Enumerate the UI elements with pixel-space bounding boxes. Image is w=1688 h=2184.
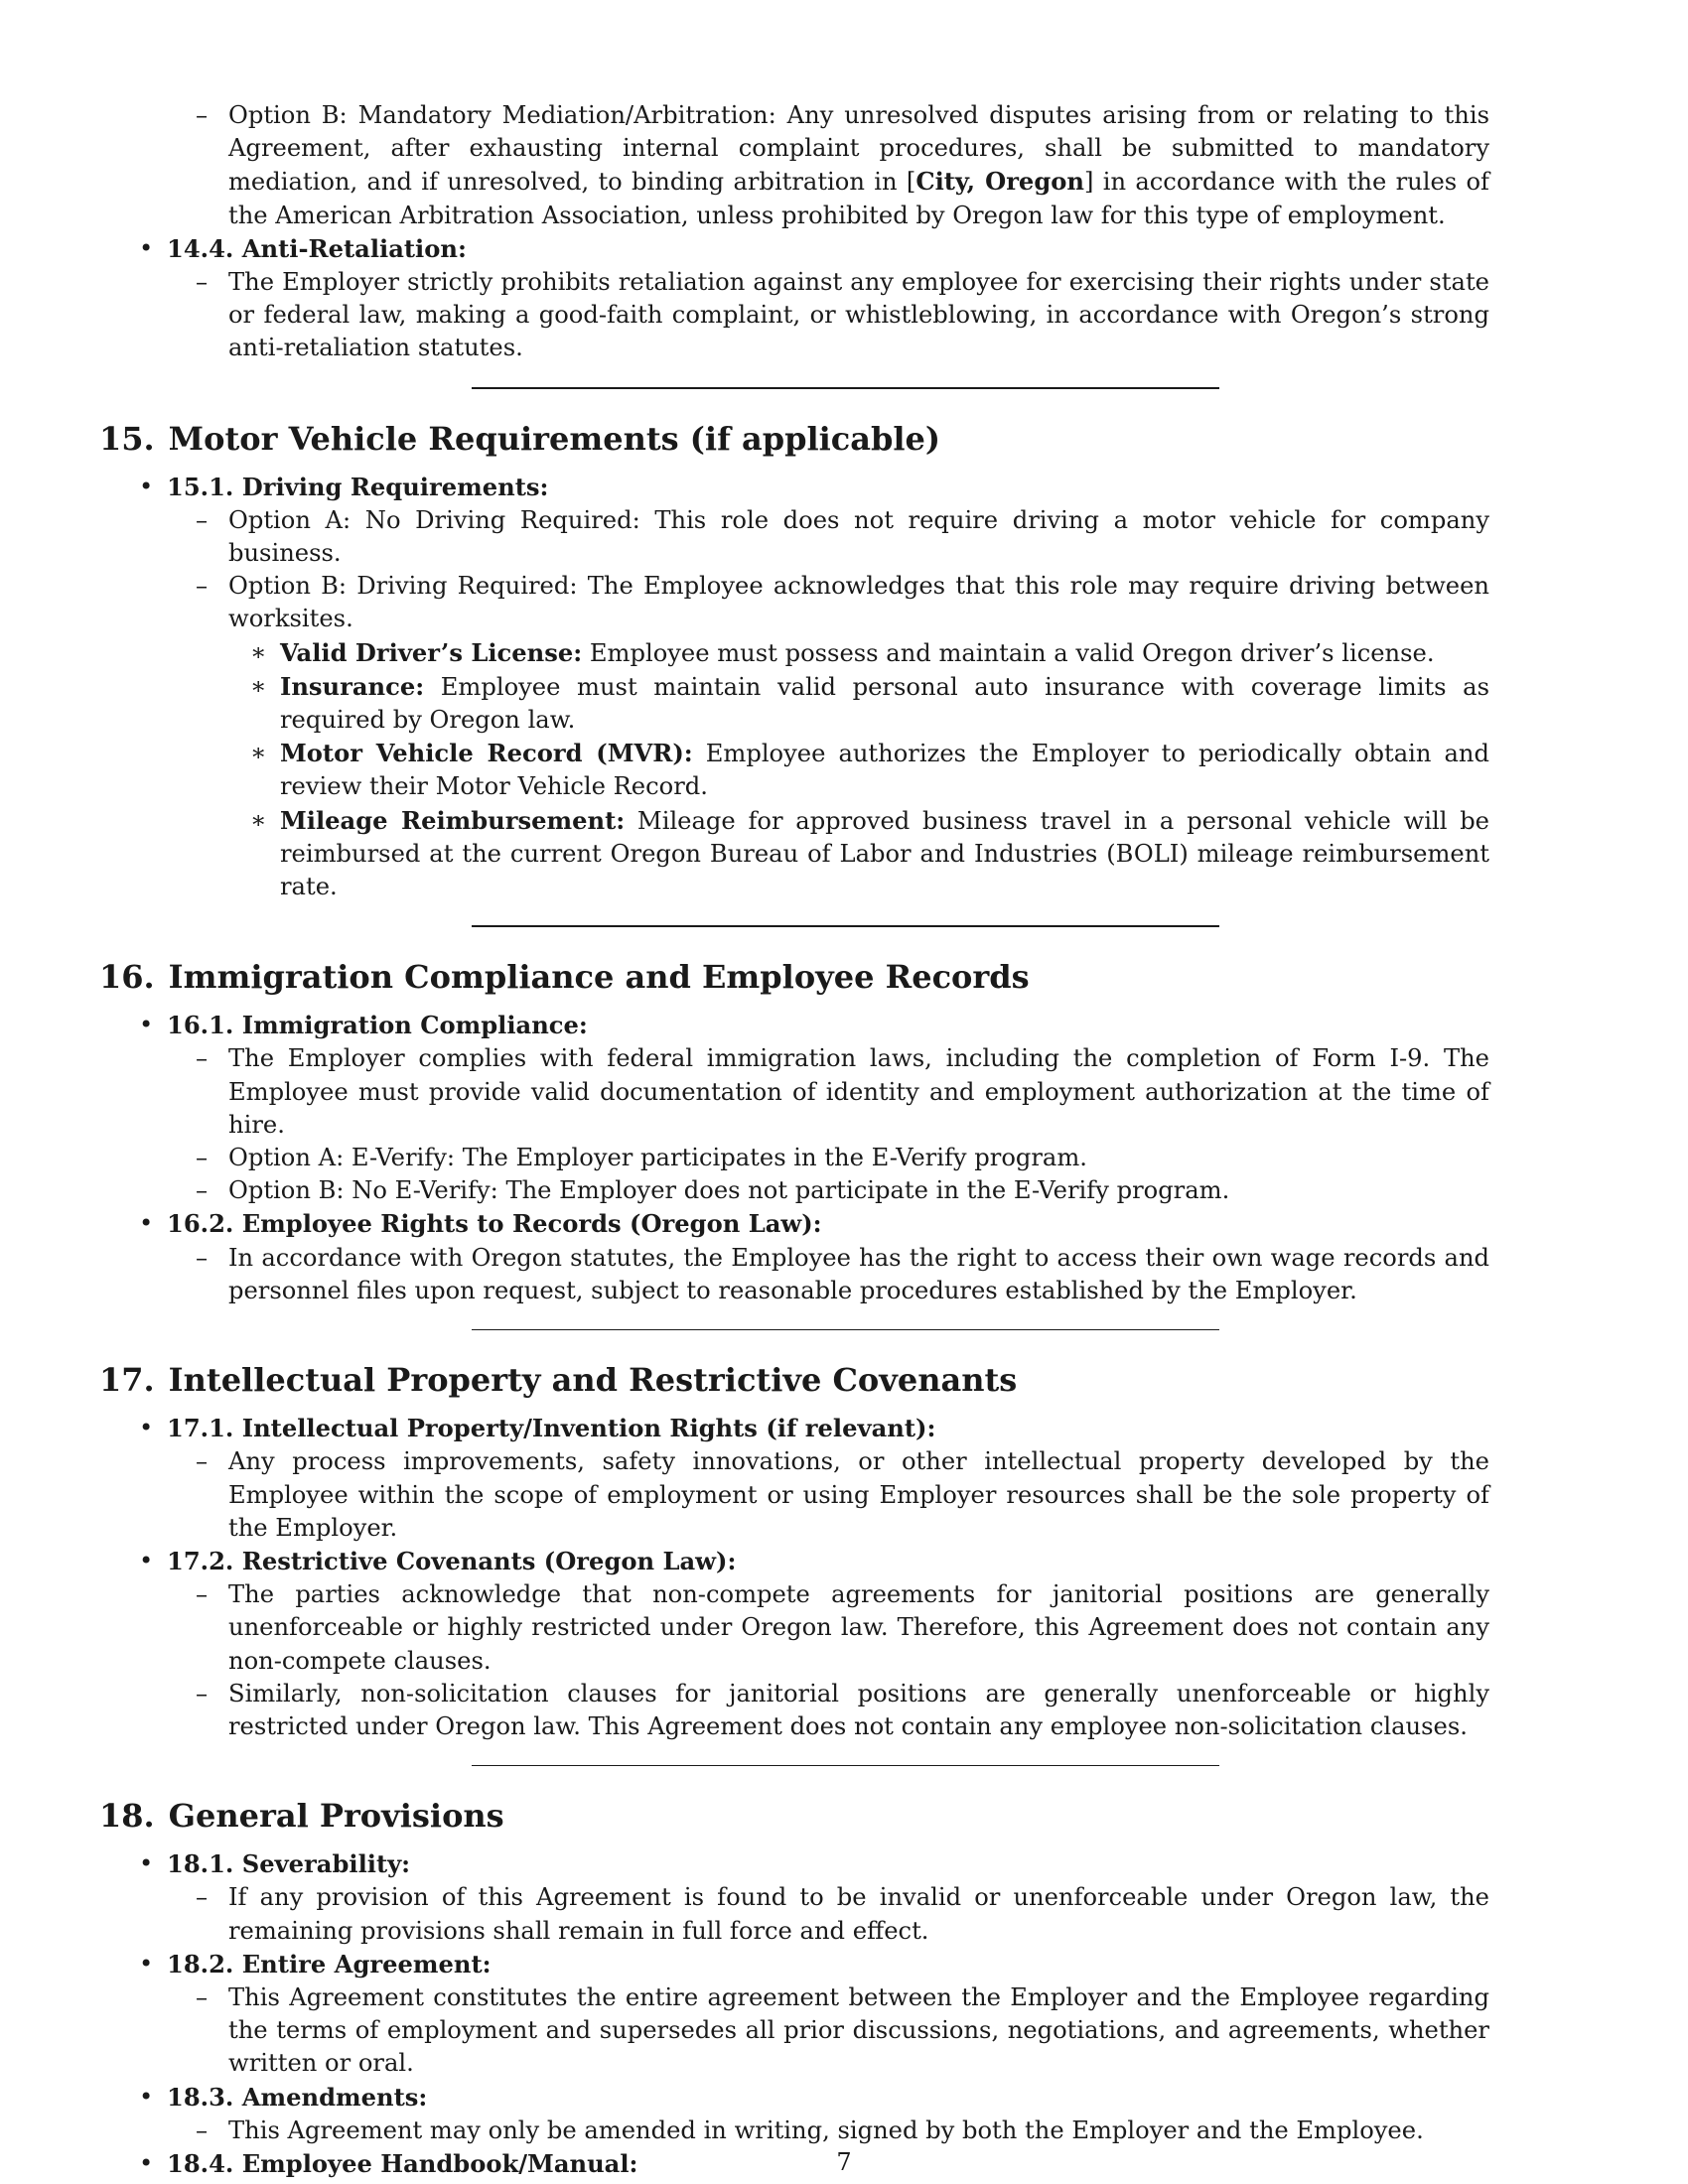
s17-item-2-body-b: Similarly, non-solicitation clauses for janitorial positions are generally unenforceable or highly restricted under Oregon law. This Agreement does not contain any employee non-solicitation clauses. [228,1679,1489,1740]
section-title: Motor Vehicle Requirements (if applicable) [168,419,941,458]
bullet: • [139,1011,154,1039]
section-18-heading [99,1796,1589,1836]
s14-item-4-text [99,266,1589,365]
s18-item-2-label: 18.2. Entire Agreement: [167,1949,492,1979]
sub-item-text: Mileage for approved business travel in a personal vehicle will be reimbursed at the current Oregon Bureau of Labor and Industries (BOLI) mileage reimbursement rate. [280,806,1489,901]
s18-item-3-text [99,2115,1589,2147]
dash-bullet: – [196,1982,209,2011]
s18-item-2 [99,1948,1589,1981]
dash-bullet: – [196,101,209,129]
s16-item-2 [99,1207,1589,1241]
dash-bullet: – [196,1580,209,1609]
asterisk-bullet: ∗ [250,739,267,767]
s14-item-4-label: 14.4. Anti-Retaliation: [167,233,467,263]
s18-item-4-label: 18.4. Employee Handbook/Manual: [167,2148,638,2178]
section-17-heading [99,1360,1589,1400]
s15-sub-item [99,636,1589,670]
bullet: • [139,2148,154,2177]
s15-item-1-label: 15.1. Driving Requirements: [167,472,549,501]
bullet: • [139,1949,154,1978]
page-number: 7 [836,2148,852,2176]
bullet: • [139,1414,154,1442]
placeholder-bracket: ] [1083,168,1094,197]
s16-item-1-label: 16.1. Immigration Compliance: [167,1011,588,1040]
s15-option-b [99,570,1589,635]
sub-item-label: Valid Driver’s License: [280,637,583,667]
dash-bullet: – [196,572,209,601]
s18-item-3-label: 18.3. Amendments: [167,2082,428,2112]
sub-item-label: Mileage Reimbursement: [280,805,626,835]
s17-item-2-body-a: The parties acknowledge that non-compete agreements for janitorial positions are generally unenforceable or highly restricted under Oregon law. Therefore, this Agreement does not contain any non-compete clauses. [228,1580,1489,1675]
dash-bullet: – [196,1447,209,1476]
section-number: 17. [99,1361,155,1400]
document-page [99,99,1589,2181]
s16-item-1-text [99,1042,1589,1142]
bullet: • [139,1546,154,1574]
asterisk-bullet: ∗ [250,671,267,700]
dash-bullet: – [196,1144,209,1172]
bullet: • [139,233,154,262]
s18-item-1 [99,1847,1589,1881]
bullet: • [139,1209,154,1238]
s14-item-4-body: The Employer strictly prohibits retaliation against any employee for exercising their rights under state or federal law, making a good-faith complaint, or whistleblowing, in accordance with Oregon’s strong anti-retaliation statutes. [228,268,1489,362]
dash-bullet: – [196,2116,209,2144]
section-divider [472,387,1219,389]
s17-item-2-label: 17.2. Restrictive Covenants (Oregon Law): [167,1546,737,1575]
s18-item-3 [99,2081,1589,2115]
bullet: • [139,1849,154,1878]
s18-item-1-text [99,1881,1589,1947]
section-number: 15. [99,419,155,458]
s15-sub-item [99,670,1589,737]
dash-bullet: – [196,1044,209,1073]
s17-item-2-text-a [99,1578,1589,1678]
bullet: • [139,472,154,500]
section-title: Immigration Compliance and Employee Records [168,958,1030,997]
sub-item-label: Motor Vehicle Record (MVR): [280,739,693,768]
dash-bullet: – [196,1679,209,1707]
s18-item-2-body: This Agreement constitutes the entire agreement between the Employer and the Employee regarding the terms of employment and supersedes all prior discussions, negotiations, and agreements, whether written or oral. [228,1982,1489,2078]
s18-item-1-body: If any provision of this Agreement is found to be invalid or unenforceable under Oregon law, the remaining provisions shall remain in full force and effect. [228,1883,1489,1945]
s16-item-2-label: 16.2. Employee Rights to Records (Oregon Law): [167,1209,822,1239]
s16-item-1 [99,1009,1589,1042]
section-divider [472,1765,1219,1766]
s17-item-2 [99,1545,1589,1578]
dash-bullet: – [196,1243,209,1272]
section-number: 16. [99,958,155,997]
s17-item-1-body: Any process improvements, safety innovations, or other intellectual property developed by the Employee within the scope of employment or using Employer resources shall be the sole property of the Employer. [228,1447,1489,1542]
s16-option-b [99,1174,1589,1207]
s17-item-2-text-b [99,1678,1589,1743]
s14-option-b-text-end: in accordance with the rules of the American Arbitration Association, unless prohibited by Oregon law for this type of employment. [228,168,1490,229]
s16-option-a [99,1142,1589,1174]
s15-sub-item [99,804,1589,904]
asterisk-bullet: ∗ [250,637,267,666]
sub-item-text: Employee authorizes the Employer to periodically obtain and review their Motor Vehicle Record. [280,740,1489,801]
s15-option-a [99,504,1589,570]
s15-item-1 [99,471,1589,504]
bullet: • [139,2082,154,2111]
asterisk-bullet: ∗ [250,805,267,834]
section-15-heading [99,419,1589,459]
s18-item-1-label: 18.1. Severability: [167,1849,411,1879]
s15-option-a-text: Option A: No Driving Required: This role does not require driving a motor vehicle for company business. [228,505,1489,568]
s16-option-b-text: Option B: No E-Verify: The Employer does not participate in the E-Verify program. [228,1176,1230,1205]
section-number: 18. [99,1797,155,1836]
dash-bullet: – [196,1883,209,1912]
s16-option-a-text: Option A: E-Verify: The Employer participates in the E-Verify program. [228,1144,1087,1172]
s17-item-1-label: 17.1. Intellectual Property/Invention Rights (if relevant): [167,1414,936,1443]
sub-item-text: Employee must possess and maintain a valid Oregon driver’s license. [582,638,1435,667]
city-placeholder: City, Oregon [915,167,1084,197]
section-divider [472,1329,1219,1330]
s16-item-1-body: The Employer complies with federal immigration laws, including the completion of Form I-9. The Employee must provide valid documentation of identity and employment authorization at the time of hire. [228,1044,1489,1139]
s14-option-b [99,99,1589,232]
dash-bullet: – [196,268,209,297]
s15-sub-item [99,737,1589,803]
sub-item-label: Insurance: [280,671,425,701]
placeholder-bracket: [ [906,168,916,197]
section-title: Intellectual Property and Restrictive Covenants [168,1361,1018,1400]
s16-item-2-text [99,1242,1589,1307]
section-title: General Provisions [168,1797,504,1836]
section-16-heading [99,957,1589,997]
section-divider [472,925,1219,927]
s17-item-1 [99,1412,1589,1445]
s14-option-b-text: Option B: Mandatory Mediation/Arbitration: Any unresolved disputes arising from or relating to this Agreement, after exhausting internal complaint procedures, shall be submitted to mandatory mediation, and if unresolved, to binding arbitration in [228,101,1489,197]
s16-item-2-body: In accordance with Oregon statutes, the Employee has the right to access their own wage records and personnel files upon request, subject to reasonable procedures established by the Employer. [228,1243,1489,1304]
s18-item-2-text [99,1981,1589,2081]
s14-item-4 [99,232,1589,266]
s18-item-3-body: This Agreement may only be amended in writing, signed by both the Employer and the Employee. [228,2116,1424,2144]
dash-bullet: – [196,505,209,534]
dash-bullet: – [196,1176,209,1205]
sub-item-text: Employee must maintain valid personal auto insurance with coverage limits as required by Oregon law. [280,672,1489,735]
s15-option-b-text: Option B: Driving Required: The Employee acknowledges that this role may require driving between worksites. [228,572,1489,633]
s17-item-1-text [99,1445,1589,1545]
